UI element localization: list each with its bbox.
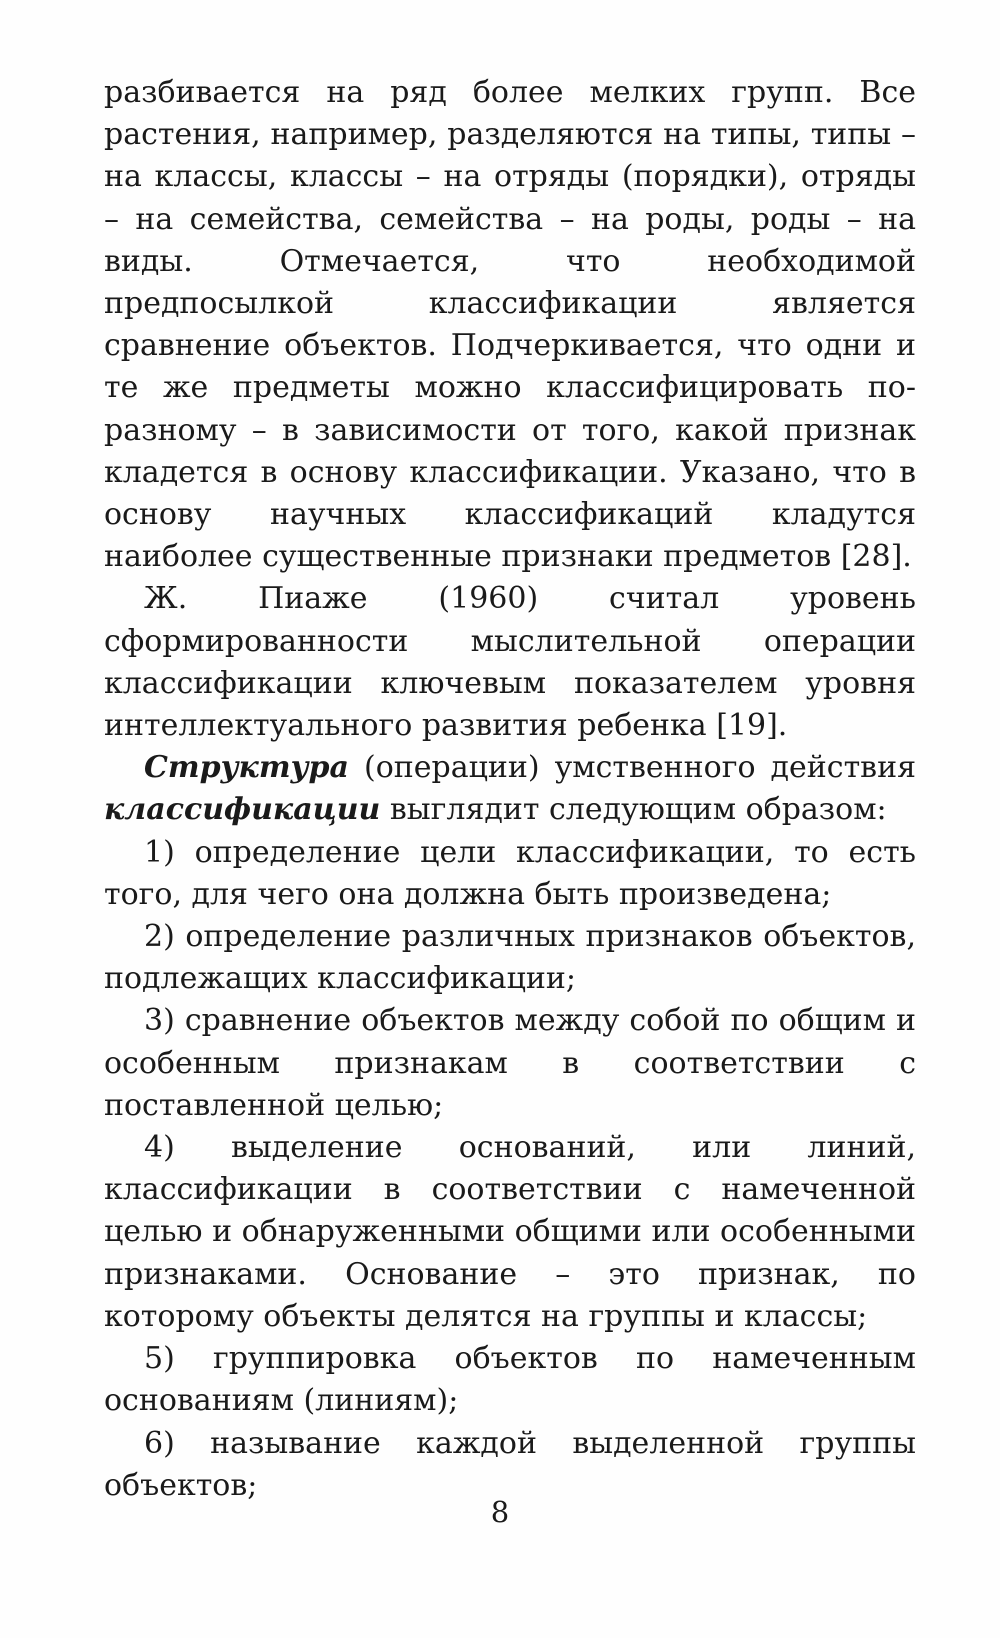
list-item-5: 5) группировка объектов по намеченным основаниям (линиям); [104,1341,916,1419]
body-text [104,72,916,1507]
paragraph-3-text-2: выглядит следующим образом: [380,792,887,828]
list-item-6: 6) называние каждой выделенной группы объектов; [104,1425,916,1503]
list-item-3: 3) сравнение объектов между собой по общим и особенным признакам в соответствии с поставленной целью; [104,1003,916,1123]
page-number: 8 [490,1495,510,1529]
paragraph-1: разбивается на ряд более мелких групп. Все растения, например, разделяются на типы, типы – на классы, классы – на отряды (порядки), отряды – на семейства, семейства – на роды, роды – на виды. Отмечается, что необходимой предпосылкой классификации является сравнение объектов. Подчеркивается, что одни и те же предметы можно классифицировать по-разному – в зависимости от того, какой признак кладется в основу классификации. Указано, что в основу научных классификаций кладутся наиболее существенные признаки предметов [28]. [104,75,916,575]
paragraph-3 [104,747,916,831]
list-item-2: 2) определение различных признаков объектов, подлежащих классификации; [104,919,916,997]
paragraph-3-text-1: (операции) умственного действия [348,750,916,786]
paragraph-2: Ж. Пиаже (1960) считал уровень сформированности мыслительной операции классификации ключевым показателем уровня интеллектуального развития ребенка [19]. [104,581,916,744]
term-structure: Структура [144,750,349,786]
list-item-4: 4) выделение оснований, или линий, классификации в соответствии с намеченной целью и обнаруженными общими или особенными признаками. Основание – это признак, по которому объекты делятся на группы и классы; [104,1130,916,1334]
list-item-1: 1) определение цели классификации, то есть того, для чего она должна быть произведена; [104,834,916,912]
term-classification: классификации [104,792,381,828]
